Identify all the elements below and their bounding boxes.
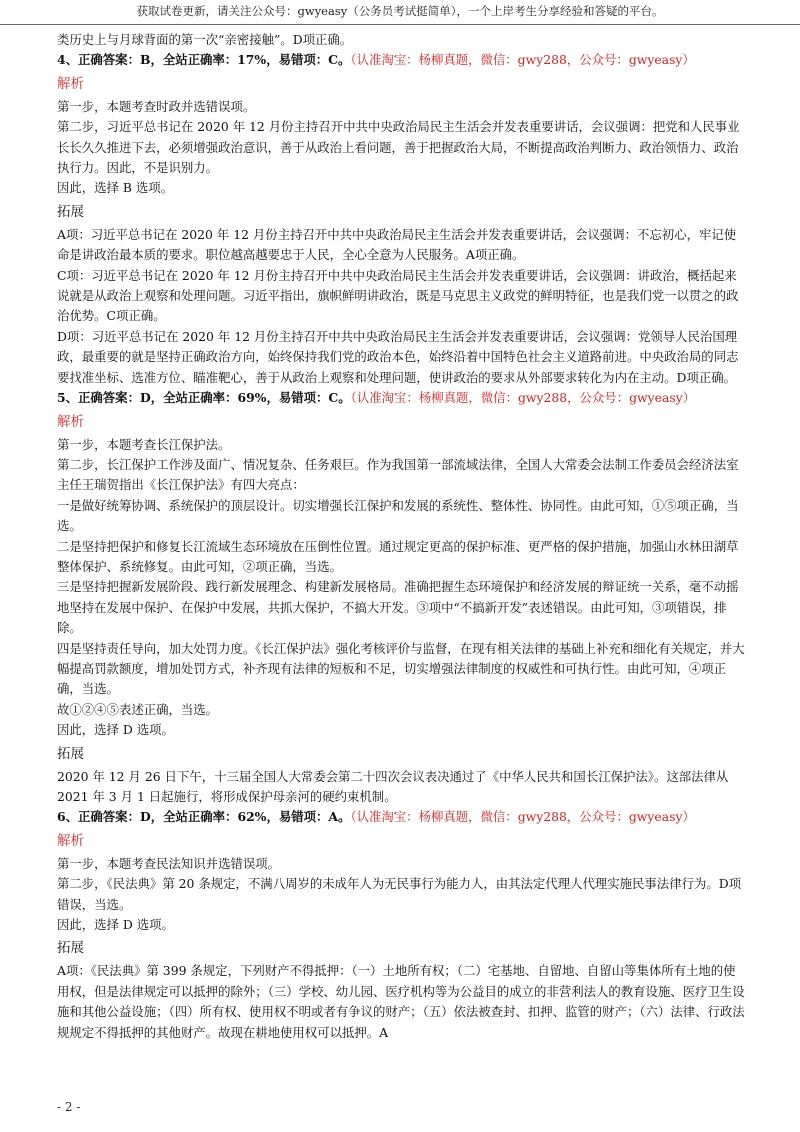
document-body (57, 30, 747, 1043)
analysis-step: 第一步，本题考查时政并选错误项。 (57, 98, 256, 114)
analysis-step: 因此，选择 D 选项。 (57, 722, 174, 738)
extension-label: 拓展 (57, 940, 84, 957)
analysis-label: 解析 (57, 75, 84, 92)
analysis-step: 故①②④⑤表述正确，当选。 (57, 701, 219, 717)
answer-summary: 6、正确答案：D，全站正确率：62%，易错项：A。 (57, 809, 351, 825)
question-6-title (57, 807, 747, 827)
analysis-step: 第一步，本题考查民法知识并选错误项。 (57, 855, 281, 871)
intro-line: 类历史上与月球背面的第一次“亲密接触”。D项正确。 (57, 32, 353, 47)
page-header: 获取试卷更新，请关注公众号：gwyeasy（公务员考试挺简单），一个上岸考生分享经验和答疑的平台。 (0, 0, 800, 25)
analysis-step: 四是坚持责任导向，加大处罚力度。《长江保护法》强化考核评价与监督，在现有相关法律的基础上补充和细化有关规定，并大幅提高罚款额度，增加处罚方式，补齐现有法律的短板和不足，切实增强法律制度的权威性和可执行性。由此可知，④项正确，当选。 (57, 640, 745, 697)
analysis-step: 因此，选择 B 选项。 (57, 180, 174, 196)
analysis-step: 二是坚持把保护和修复长江流域生态环境放在压倒性位置。通过规定更高的保护标准、更严格的保护措施，加强山水林田湖草整体保护、系统修复。由此可知，②项正确，当选。 (57, 538, 739, 574)
analysis-step: 一是做好统筹协调、系统保护的顶层设计。切实增强长江保护和发展的系统性、整体性、协同性。由此可知，①⑤项正确，当选。 (57, 497, 739, 534)
extension-paragraph: C项：习近平总书记在 2020 年 12 月份主持召开中共中央政治局民主生活会并发表重要讲话，会议强调：讲政治，概括起来说就是从政治上观察和处理问题。习近平指出，旗帜鲜明讲政治，既是马克思主义政党的鲜明特征，也是我们党一以贯之的政治优势。C项正确。 (57, 267, 739, 324)
question-5-title (57, 388, 747, 408)
extension-paragraph: A项：《民法典》第 399 条规定，下列财产不得抵押：（一）土地所有权；（二）宅基地、自留地、自留山等集体所有土地的使用权，但是法律规定可以抵押的除外；（三）学校、幼儿园、医疗机构等为公益目的成立的非营利法人的教育设施、医疗卫生设施和其他公益设施；（四）所有权、使用权不明或者有争议的财产；（五）依法被查封、扣押、监管的财产；（六）法律、行政法规规定不得抵押的其他财产。故现在耕地使用权可以抵押。A (57, 963, 745, 1040)
promo-text: （认准淘宝：杨柳真题，微信：gwy288，公众号：gwyeasy） (350, 390, 696, 406)
analysis-step: 第二步，长江保护工作涉及面广、情况复杂、任务艰巨。作为我国第一部流域法律，全国人大常委会法制工作委员会经济法室主任王瑞贺指出《长江保护法》有四大亮点： (57, 456, 739, 493)
analysis-label: 解析 (57, 832, 84, 849)
extension-paragraph: 2020 年 12 月 26 日下午，十三届全国人大常委会第二十四次会议表决通过了《中华人民共和国长江保护法》。这部法律从 2021 年 3 月 1 日起施行，将形成保护母亲河的硬约束机制。 (57, 768, 729, 804)
analysis-label: 解析 (57, 413, 84, 430)
analysis-step: 第二步，《民法典》第 20 条规定，不满八周岁的未成年人为无民事行为能力人，由其法定代理人代理实施民事法律行为。D项错误，当选。 (57, 876, 742, 912)
extension-label: 拓展 (57, 203, 84, 220)
answer-summary: 5、正确答案：D，全站正确率：69%，易错项：C。 (57, 390, 351, 406)
analysis-step: 三是坚持把握新发展阶段、践行新发展理念、构建新发展格局。准确把握生态环境保护和经济发展的辩证统一关系，毫不动摇地坚持在发展中保护、在保护中发展，共抓大保护，不搞大开发。③项中“不搞新开发”表述错误。由此可知，③项错误，排除。 (57, 579, 739, 636)
page-number: - 2 - (57, 1100, 81, 1114)
promo-text: （认准淘宝：杨柳真题，微信：gwy288，公众号：gwyeasy） (350, 809, 695, 825)
analysis-step: 因此，选择 D 选项。 (57, 917, 174, 933)
analysis-step: 第二步，习近平总书记在 2020 年 12 月份主持召开中共中央政治局民主生活会并发表重要讲话，会议强调：把党和人民事业长长久久推进下去，必须增强政治意识，善于从政治上看问题，善于把握政治大局，不断提高政治判断力、政治领悟力、政治执行力。因此，不是识别力。 (57, 119, 740, 176)
answer-summary: 4、正确答案：B，全站正确率：17%，易错项：C。 (57, 52, 351, 68)
extension-label: 拓展 (57, 745, 84, 762)
extension-paragraph: A项：习近平总书记在 2020 年 12 月份主持召开中共中央政治局民主生活会并发表重要讲话，会议强调：不忘初心，牢记使命是讲政治最本质的要求。职位越高越要忠于人民，全心全意为人民服务。A项正确。 (57, 226, 737, 263)
question-4-title (57, 50, 747, 70)
analysis-step: 第一步，本题考查长江保护法。 (57, 436, 231, 452)
promo-text: （认准淘宝：杨柳真题，微信：gwy288，公众号：gwyeasy） (350, 52, 695, 68)
extension-paragraph: D项：习近平总书记在 2020 年 12 月份主持召开中共中央政治局民主生活会并发表重要讲话，会议强调：党领导人民治国理政，最重要的就是坚持正确政治方向，始终保持我们党的政治本色，始终沿着中国特色社会主义道路前进。中央政治局的同志要找准坐标、选准方位、瞄准靶心，善于从政治上观察和处理问题，使讲政治的要求从外部要求转化为内在主动。D项正确。 (57, 328, 739, 385)
